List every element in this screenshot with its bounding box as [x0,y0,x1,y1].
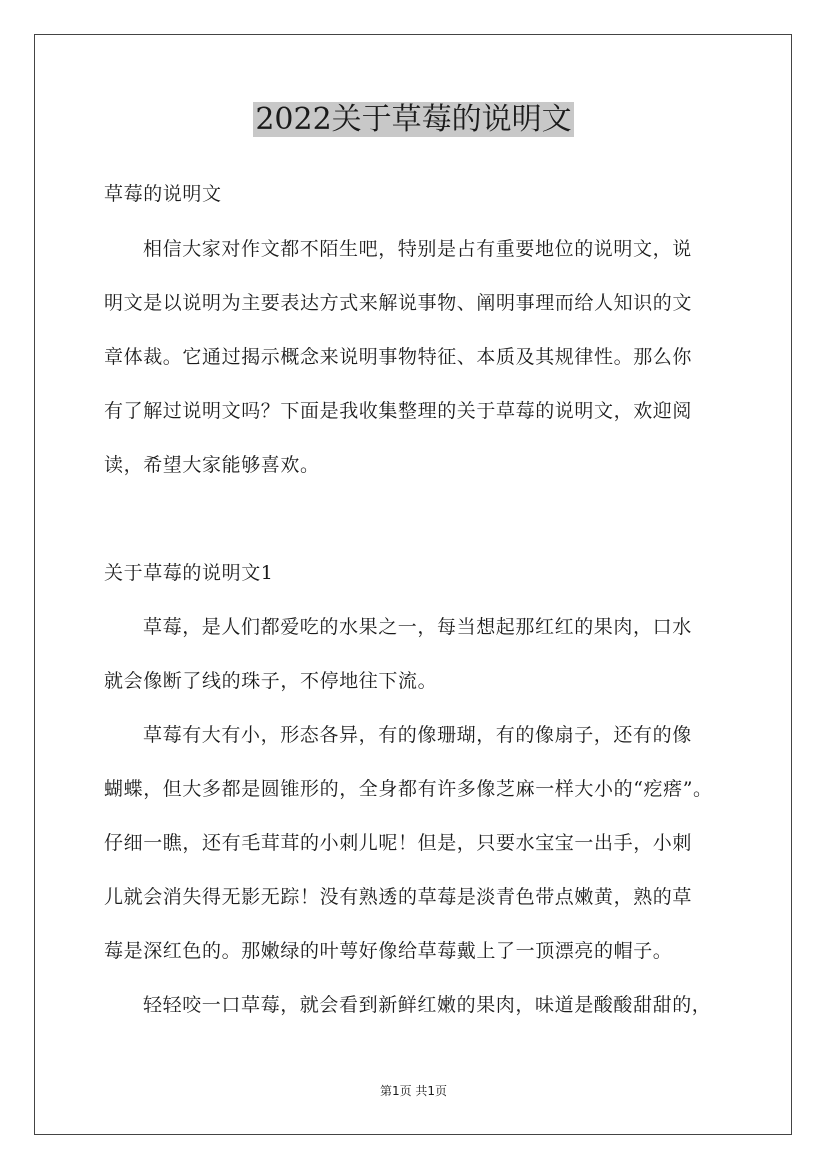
page-footer: 第1页 共1页 [379,1084,448,1098]
section-paragraph-line: 蝴蝶，但大多都是圆锥形的，全身都有许多像芝麻一样大小的“疙瘩”。 [104,778,713,800]
intro-paragraph-line: 明文是以说明为主要表达方式来解说事物、阐明事理而给人知识的文 [104,292,693,314]
intro-paragraph-line: 读，希望大家能够喜欢。 [104,454,320,476]
section-paragraph-line: 仔细一瞧，还有毛茸茸的小刺儿呢！但是，只要水宝宝一出手，小刺 [104,832,693,854]
document-title [0,98,827,142]
section-paragraph-line: 草莓，是人们都爱吃的水果之一，每当想起那红红的果肉，口水 [143,616,692,638]
section-paragraph-line: 草莓有大有小，形态各异，有的像珊瑚，有的像扇子，还有的像 [143,724,692,746]
intro-paragraph-line: 有了解过说明文吗？下面是我收集整理的关于草莓的说明文，欢迎阅 [104,400,693,422]
intro-heading: 草莓的说明文 [104,183,222,205]
intro-paragraph-line: 章体裁。它通过揭示概念来说明事物特征、本质及其规律性。那么你 [104,346,693,368]
section-paragraph-line: 儿就会消失得无影无踪！没有熟透的草莓是淡青色带点嫩黄，熟的草 [104,886,693,908]
section-heading: 关于草莓的说明文1 [104,562,274,584]
document-title-text: 2022关于草莓的说明文 [255,102,572,137]
section-paragraph-line: 就会像断了线的珠子，不停地往下流。 [104,670,438,692]
section-paragraph-line: 轻轻咬一口草莓，就会看到新鲜红嫩的果肉，味道是酸酸甜甜的， [143,994,712,1016]
section-paragraph-line: 莓是深红色的。那嫩绿的叶萼好像给草莓戴上了一顶漂亮的帽子。 [104,940,673,962]
intro-paragraph-line: 相信大家对作文都不陌生吧，特别是占有重要地位的说明文，说 [143,238,692,260]
